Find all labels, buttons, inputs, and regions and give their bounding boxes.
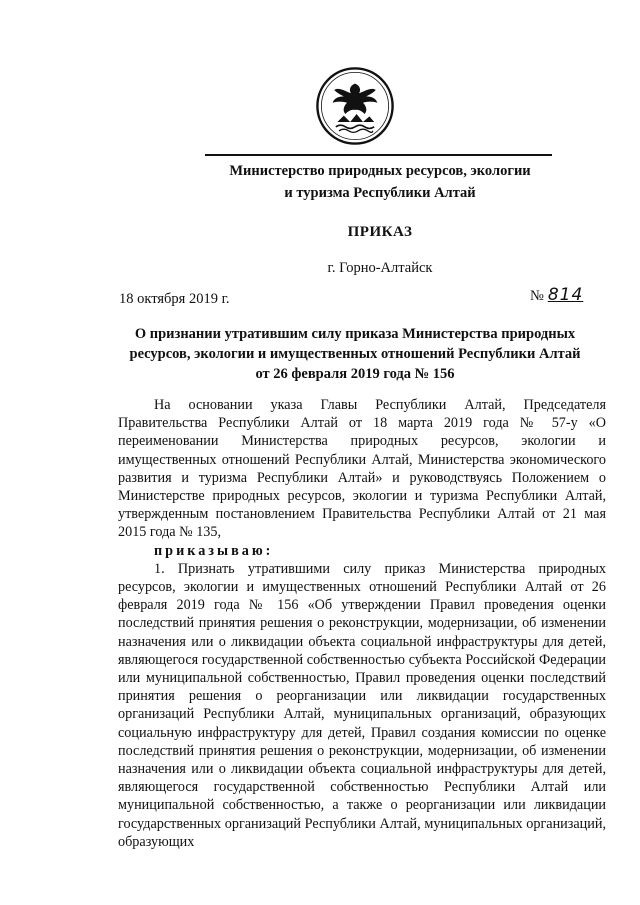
item-1-paragraph: 1. Признать утратившими силу приказ Министерства природных ресурсов, экологии и имущественных отношений Республики Алтай от 26 февраля 2019 года № 156 «Об утверждении Правил проведения оценки последствий принятия решения о реконструкции, модернизации, об изменении назначения или о ликвидации объекта социальной инфраструктуры для детей, являющегося государственной собственностью субъекта Российской Федерации или муниципальной собственностью, Правил проведения оценки последствий принятия решения о реорганизации или ликвидации государственных организаций Республики Алтай, муниципальных организаций, образующих социальную инфраструктуру для детей, Правил создания комиссии по оценке последствий принятия решения о реконструкции, модернизации, об изменении назначения или о ликвидации объекта социальной инфраструктуры для детей, являющегося государственной собственностью Республики Алтай или муниципальной собственностью, а также о реорганизации или ликвидации государственных организаций Республики Алтай, муниципальных организаций, образующих: [118, 560, 606, 850]
document-city: г. Горно-Алтайск: [327, 260, 433, 276]
preamble-paragraph: На основании указа Главы Республики Алтай, Председателя Правительства Республики Алтай от 18 марта 2019 года № 57-у «О переименовании Министерства природных ресурсов, экологии и имущественных отношений Республики Алтай, Министерства экономического развития и туризма Республики Алтай» и руководствуясь Положением о Министерстве природных ресурсов, экологии и туризма Республики Алтай, утвержденным постановлением Правительства Республики Алтай от 21 мая 2015 года № 135,: [118, 397, 606, 541]
ministry-name-line2: и туризма Республики Алтай: [284, 185, 476, 201]
header-rule: [205, 154, 552, 156]
document-subject: [105, 324, 605, 384]
subject-line1: О признании утратившим силу приказа Министерства природных: [134, 326, 576, 342]
coat-of-arms-emblem: [315, 66, 395, 146]
document-type: ПРИКАЗ: [347, 224, 413, 240]
document-date: 18 октября 2019 г.: [119, 291, 230, 307]
ministry-name: [150, 160, 610, 204]
number-prefix: №: [530, 288, 544, 304]
handwritten-number: 814: [547, 285, 584, 305]
document-number: [530, 285, 583, 305]
ministry-name-line1: Министерство природных ресурсов, экологии: [229, 163, 531, 179]
subject-line2: ресурсов, экологии и имущественных отношений Республики Алтай: [129, 346, 581, 362]
document-body: [118, 396, 606, 851]
subject-line3: от 26 февраля 2019 года № 156: [255, 366, 455, 382]
order-word: приказываю:: [154, 542, 274, 559]
